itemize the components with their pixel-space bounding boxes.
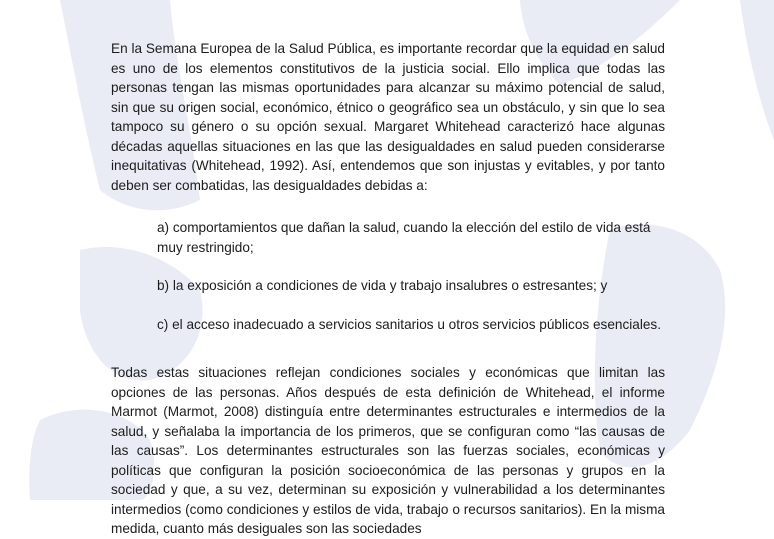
paragraph-determinants: Todas estas situaciones reflejan condiciones sociales y económicas que limitan las opciones de las personas. Años después de esta definición de Whitehead, el informe Marmot (Marmot, 2008) distinguía entre determinantes estructurales e intermedios de la salud, y señalaba la importancia de los primeros, que se configuran como “las causas de las causas”. Los determinantes estructurales son las fuerzas sociales, económicas y políticas que configuran la posición socioeconómica de las personas y grupos en la sociedad y que, a su vez, determinan su exposición y vulnerabilidad a los determinantes intermedios (como condiciones y estilos de vida, trabajo o recursos sanitarios). En la misma medida, cuanto más desiguales son las sociedades [111, 365, 665, 536]
paragraph-intro: En la Semana Europea de la Salud Pública, es importante recordar que la equidad en salud es uno de los elementos constitutivos de la justicia social. Ello implica que todas las personas tengan las mismas oportunidades para alcanzar su máximo potencial de salud, sin que su origen social, económico, étnico o geográfico sea un obstáculo, y sin que lo sea tampoco su género o su opción sexual. Margaret Whitehead caracterizó hace algunas décadas aquellas situaciones en las que las desigualdades en salud pueden considerarse inequitativas (Whitehead, 1992). Así, entendemos que son injustas y evitables, y por tanto deben ser combatidas, las desigualdades debidas a: [111, 41, 665, 193]
list-item: c) el acceso inadecuado a servicios sanitarios u otros servicios públicos esenciales. [157, 317, 661, 332]
list-item: a) comportamientos que dañan la salud, cuando la elección del estilo de vida está muy restringido; [157, 220, 651, 255]
list-item: b) la exposición a condiciones de vida y trabajo insalubres o estresantes; y [157, 278, 608, 293]
